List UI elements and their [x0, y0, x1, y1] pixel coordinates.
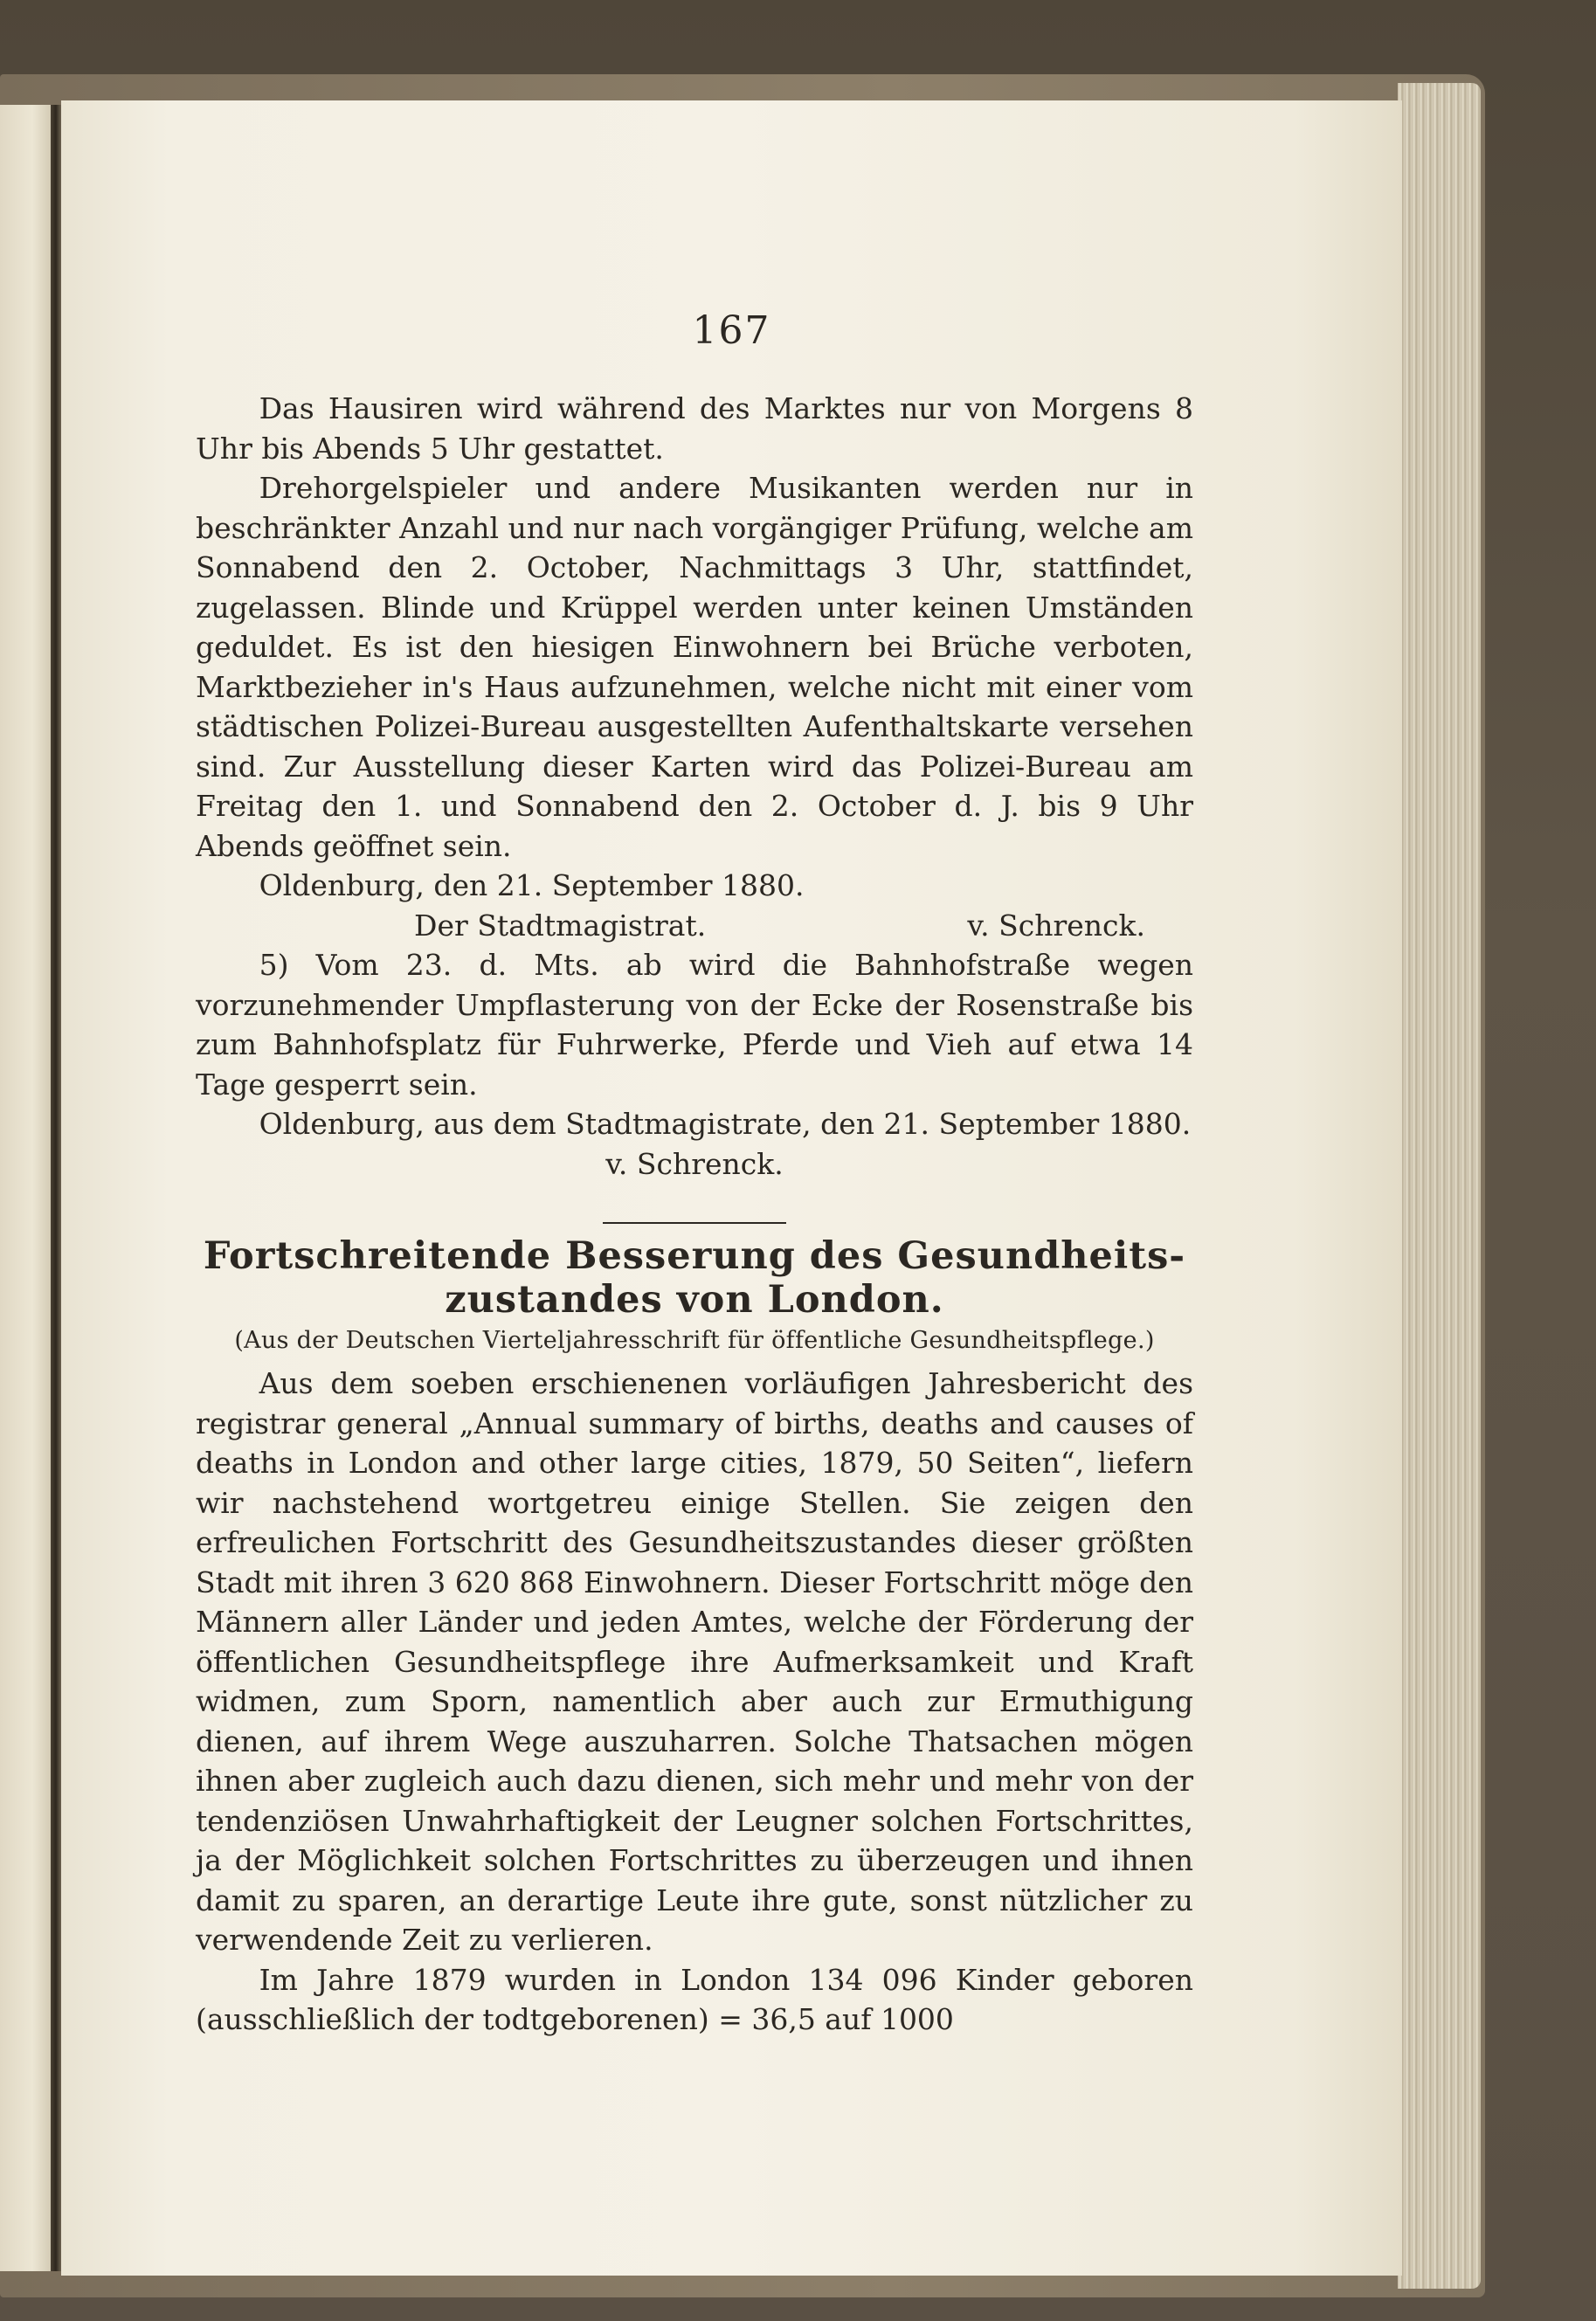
paragraph-hawking: Das Hausiren wird während des Marktes nur von Morgens 8 Uhr bis Abends 5 Uhr gestattet. — [196, 391, 1193, 466]
book-page — [61, 100, 1402, 2276]
article-title-line-1: Fortschreitende Besserung des Gesundheits- — [203, 1234, 1186, 1278]
book-gutter — [51, 105, 61, 2271]
signature-line-1 — [196, 906, 1193, 946]
page-body — [196, 389, 1193, 2040]
article-source: (Aus der Deutschen Vierteljahresschrift für öffentliche Gesundheitspflege.) — [234, 1327, 1155, 1354]
page-number: 167 — [692, 308, 771, 353]
paragraph-street-closure: 5) Vom 23. d. Mts. ab wird die Bahnhofstraße wegen vorzunehmender Umpflasterung von der Ecke der Rosenstraße bis zum Bahnhofsplatz für Fuhrwerke, Pferde und Vieh auf etwa 14 Tage gesperrt sein. — [196, 948, 1193, 1102]
date-line-1: Oldenburg, den 21. September 1880. — [259, 868, 805, 902]
signature-magistrate: Der Stadtmagistrat. — [414, 908, 707, 943]
paragraph-musicians: Drehorgelspieler und andere Musikanten werden nur in beschränkter Anzahl und nur nach vorgängiger Prüfung, welche am Sonnabend den 2. October, Nachmittags 3 Uhr, stattfindet, zugelassen. Blinde und Krüppel werden unter keinen Umständen geduldet. Es ist den hiesigen Einwohnern bei Brüche verboten, Marktbezieher in's Haus aufzunehmen, welche nicht mit einer vom städtischen Polizei-Bureau ausgestellten Aufenthaltskarte versehen sind. Zur Ausstellung dieser Karten wird das Polizei-Bureau am Freitag den 1. und Sonnabend den 2. October d. J. bis 9 Uhr Abends geöffnet sein. — [196, 471, 1193, 863]
signature-name-2: v. Schrenck. — [605, 1146, 784, 1181]
signature-name-1: v. Schrenck. — [967, 908, 1145, 943]
paragraph-births: Im Jahre 1879 wurden in London 134 096 Kinder geboren (ausschließlich der todtgeborenen) = 36,5 auf 1000 — [196, 1962, 1193, 2036]
section-divider — [603, 1222, 786, 1224]
facing-page-sliver — [0, 105, 54, 2271]
paragraph-annual-summary: Aus dem soeben erschienenen vorläufigen Jahresbericht des registrar general „Annual summary of births, deaths and causes of deaths in London and other large cities, 1879, 50 Seiten“, liefern wir nachstehend wortgetreu einige Stellen. Sie zeigen den erfreulichen Fortschritt des Gesundheitszustandes dieser größten Stadt mit ihren 3 620 868 Einwohnern. Dieser Fortschritt möge den Männern aller Länder und jeden Amtes, welche der Förderung der öffentlichen Gesundheitspflege ihre Aufmerksamkeit und Kraft widmen, zum Sporn, namentlich aber auch zur Ermuthigung dienen, auf ihrem Wege auszuharren. Solche Thatsachen mögen ihnen aber zugleich auch dazu dienen, sich mehr und mehr von der tendenziösen Unwahrhaftigkeit der Leugner solchen Fortschrittes, ja der Möglichkeit solchen Fortschrittes zu überzeugen und ihnen damit zu sparen, an derartige Leute ihre gute, sonst nützlicher zu verwendende Zeit zu verlieren. — [196, 1366, 1193, 1957]
page-edges — [1398, 83, 1481, 2289]
date-line-2: Oldenburg, aus dem Stadtmagistrate, den 21. September 1880. — [259, 1107, 1192, 1141]
article-title-line-2: zustandes von London. — [445, 1278, 944, 1322]
